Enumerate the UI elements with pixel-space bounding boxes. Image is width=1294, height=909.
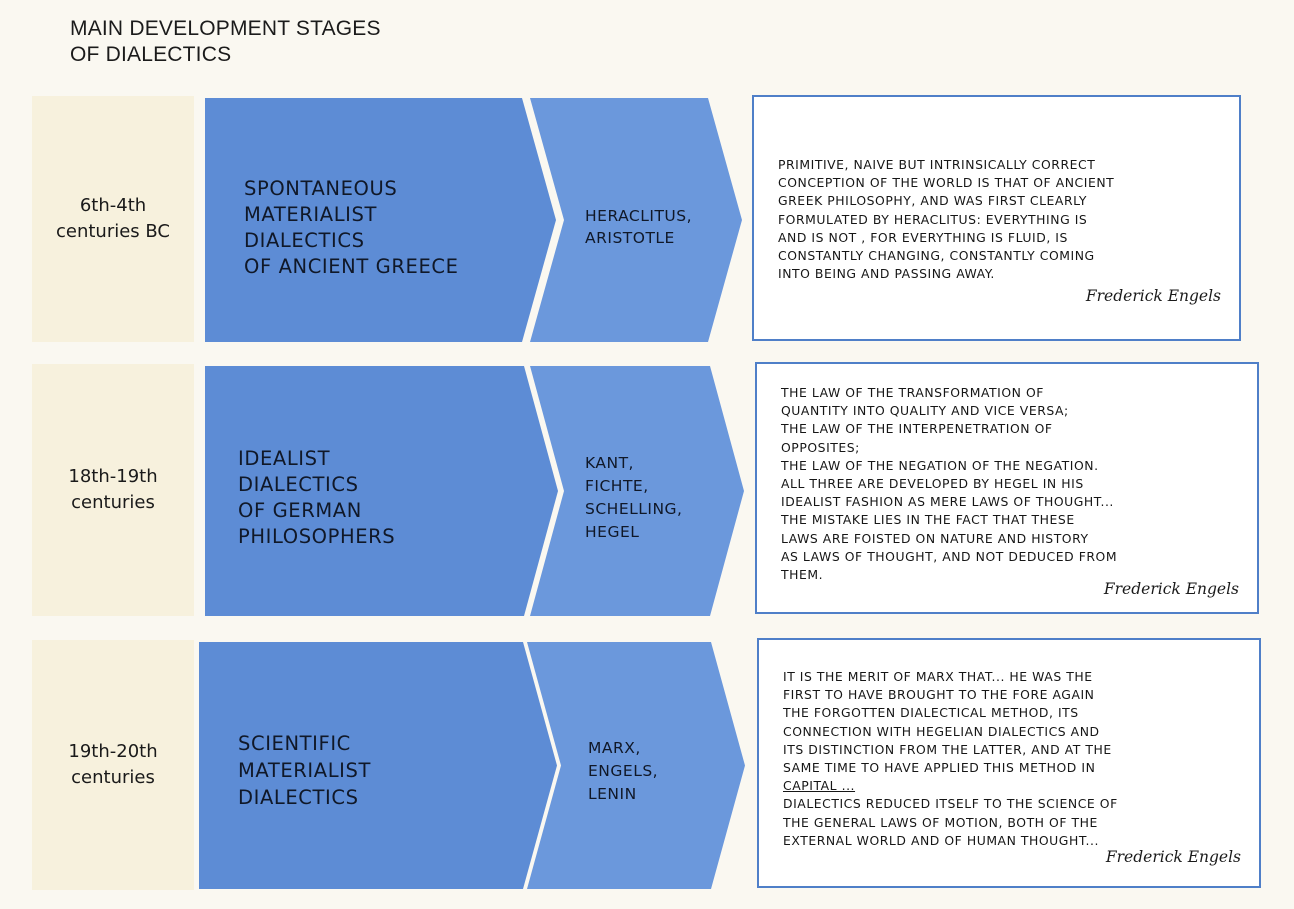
- stage-label-scientific: [238, 730, 371, 811]
- philosopher-name: MARX,: [588, 739, 641, 757]
- quote-line: FORMULATED BY HERACLITUS: EVERYTHING IS: [778, 211, 1088, 227]
- diagram-title: [70, 16, 381, 68]
- quote-line: IT IS THE MERIT OF MARX THAT... HE WAS THE: [783, 669, 1093, 684]
- quote-line: AND IS NOT , FOR EVERYTHING IS FLUID, IS: [778, 229, 1068, 245]
- quote-line: FIRST TO HAVE BROUGHT TO THE FORE AGAIN: [783, 687, 1095, 703]
- quote-line: CAPITAL ...: [783, 778, 856, 794]
- stage-label-ancient: [244, 176, 459, 280]
- diagram-title-line: OF DIALECTICS: [70, 43, 232, 66]
- quote-line: QUANTITY INTO QUALITY AND VICE VERSA;: [781, 403, 1069, 419]
- era-label: 18th-19th: [68, 466, 158, 487]
- era-label: centuries: [71, 492, 155, 513]
- quote-line: THE LAW OF THE NEGATION OF THE NEGATION.: [781, 457, 1099, 473]
- quote-line: CONCEPTION OF THE WORLD IS THAT OF ANCIENT: [778, 175, 1115, 191]
- quote-line: THE MISTAKE LIES IN THE FACT THAT THESE: [781, 512, 1075, 528]
- quote-line: EXTERNAL WORLD AND OF HUMAN THOUGHT...: [783, 832, 1099, 848]
- quote-line: DIALECTICS REDUCED ITSELF TO THE SCIENCE OF: [783, 796, 1118, 812]
- philosopher-name: HEGEL: [585, 523, 640, 541]
- quote-author: Frederick Engels: [1085, 287, 1221, 305]
- stage-label-line: SPONTANEOUS: [244, 177, 398, 200]
- quote-line: CONNECTION WITH HEGELIAN DIALECTICS AND: [783, 723, 1100, 739]
- quote-line: LAWS ARE FOISTED ON NATURE AND HISTORY: [781, 530, 1089, 546]
- stage-label-line: OF ANCIENT GREECE: [244, 255, 459, 278]
- quote-box-scientific: [757, 638, 1261, 888]
- quote-line: THE LAW OF THE INTERPENETRATION OF: [781, 421, 1053, 437]
- quote-text-german: [781, 384, 1243, 584]
- stage-label-line: PHILOSOPHERS: [238, 525, 396, 548]
- quote-line: THEM.: [781, 567, 824, 583]
- era-label: centuries: [71, 767, 155, 788]
- quote-line: ITS DISTINCTION FROM THE LATTER, AND AT THE: [783, 741, 1112, 757]
- quote-line: IDEALIST FASHION AS MERE LAWS OF THOUGHT...: [781, 494, 1114, 510]
- stage-label-line: MATERIALIST: [244, 203, 378, 226]
- philosopher-name: KANT,: [585, 454, 634, 472]
- quote-line: AS LAWS OF THOUGHT, AND NOT DEDUCED FROM: [781, 548, 1118, 564]
- era-cell-scientific: [32, 640, 194, 890]
- quote-line: ALL THREE ARE DEVELOPED BY HEGEL IN HIS: [781, 476, 1084, 492]
- quote-line: SAME TIME TO HAVE APPLIED THIS METHOD IN: [783, 760, 1096, 776]
- quote-text-scientific: [783, 668, 1245, 850]
- stage-label-line: MATERIALIST: [238, 759, 372, 782]
- philosopher-name: HERACLITUS,: [585, 207, 693, 225]
- era-label: 6th-4th: [79, 195, 147, 216]
- quote-line: OPPOSITES;: [781, 439, 860, 455]
- philosopher-name: SCHELLING,: [585, 500, 683, 518]
- stage-label-line: DIALECTICS: [238, 473, 359, 496]
- philosopher-name: ARISTOTLE: [585, 229, 675, 247]
- stage-label-german: [238, 446, 395, 550]
- philosophers-scientific: [588, 737, 658, 806]
- philosopher-name: FICHTE,: [585, 477, 649, 495]
- era-cell-german: [32, 364, 194, 616]
- quote-line: INTO BEING AND PASSING AWAY.: [778, 266, 995, 282]
- quote-author: Frederick Engels: [1105, 848, 1241, 866]
- stage-label-line: OF GERMAN: [238, 499, 362, 522]
- era-label: 19th-20th: [68, 741, 158, 762]
- quote-text-ancient: [778, 156, 1225, 283]
- stage-label-line: SCIENTIFIC: [238, 732, 351, 755]
- era-label: centuries BC: [55, 221, 171, 242]
- quote-box-german: [755, 362, 1259, 614]
- quote-author: Frederick Engels: [1103, 580, 1239, 598]
- quote-line: THE FORGOTTEN DIALECTICAL METHOD, ITS: [783, 705, 1079, 721]
- quote-line: CONSTANTLY CHANGING, CONSTANTLY COMING: [778, 248, 1095, 264]
- diagram-title-line: MAIN DEVELOPMENT STAGES: [70, 17, 381, 40]
- stage-label-line: IDEALIST: [238, 447, 331, 470]
- stage-label-line: DIALECTICS: [238, 786, 359, 809]
- quote-line: THE GENERAL LAWS OF MOTION, BOTH OF THE: [783, 814, 1098, 830]
- philosopher-name: ENGELS,: [588, 762, 659, 780]
- quote-line: PRIMITIVE, NAIVE BUT INTRINSICALLY CORRECT: [778, 157, 1096, 172]
- philosophers-german: [585, 452, 683, 544]
- stage-label-line: DIALECTICS: [244, 229, 365, 252]
- era-cell-ancient: [32, 96, 194, 342]
- philosopher-name: LENIN: [588, 785, 637, 803]
- quote-box-ancient: [752, 95, 1241, 341]
- quote-line: GREEK PHILOSOPHY, AND WAS FIRST CLEARLY: [778, 193, 1088, 209]
- quote-line: THE LAW OF THE TRANSFORMATION OF: [781, 385, 1044, 400]
- philosophers-ancient: [585, 205, 692, 249]
